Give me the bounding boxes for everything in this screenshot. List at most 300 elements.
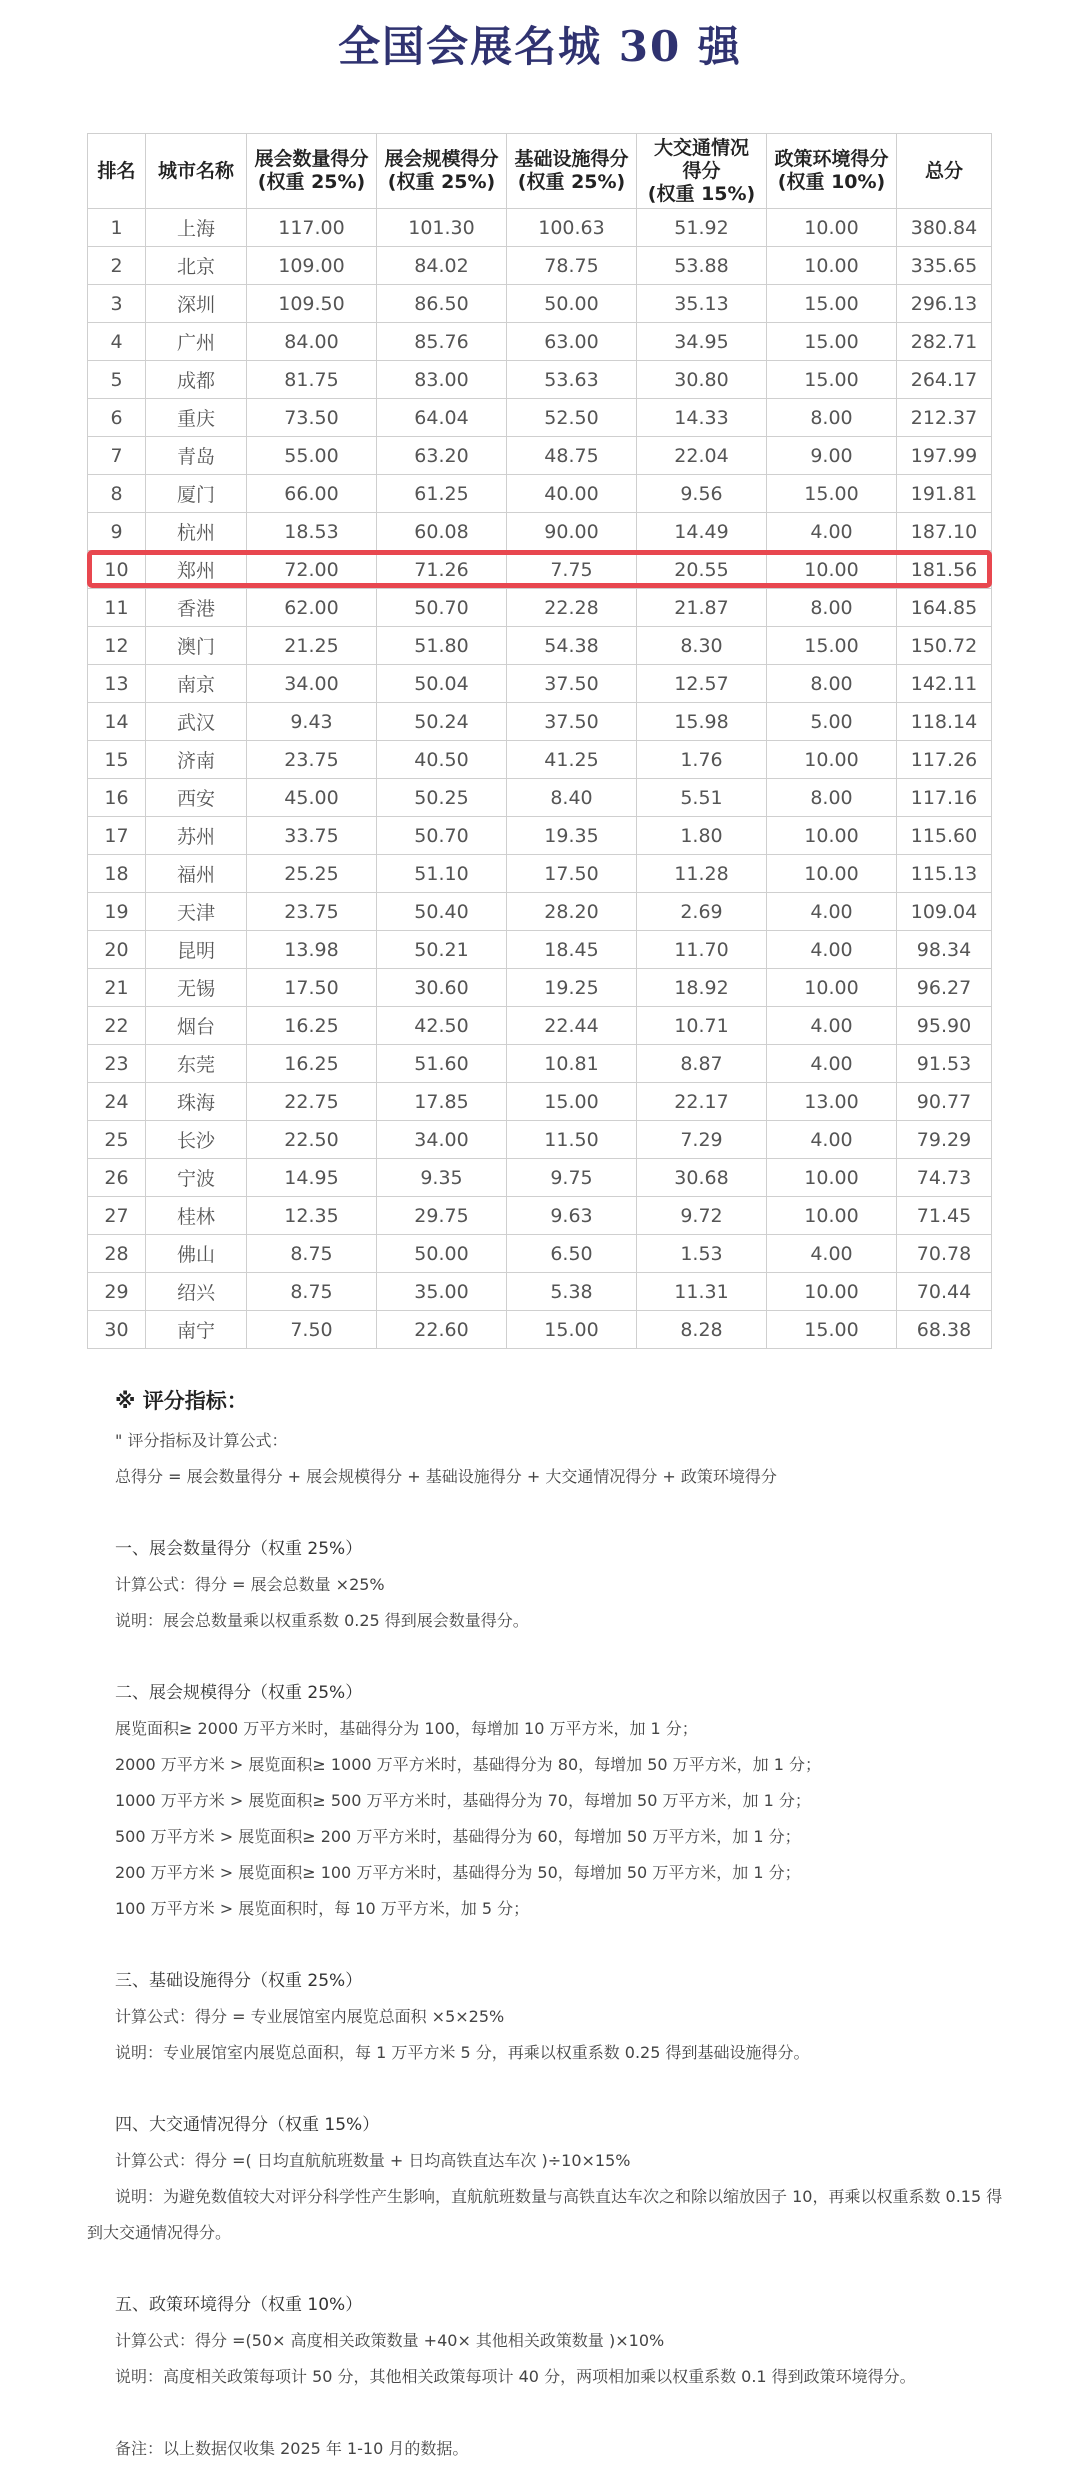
table-cell: 15.00 (767, 323, 897, 361)
table-cell: 宁波 (146, 1159, 247, 1197)
table-header-row (88, 134, 992, 209)
table-row (88, 703, 992, 741)
table-row (88, 247, 992, 285)
section-line: 1000 万平方米 > 展览面积≥ 500 万平方米时，基础得分为 70，每增加 50 万平方米，加 1 分； (115, 1791, 811, 1810)
table-cell: 53.63 (507, 361, 637, 399)
table-cell: 30 (88, 1311, 146, 1349)
table-cell: 50.21 (377, 931, 507, 969)
table-cell: 15.00 (507, 1083, 637, 1121)
table-cell: 16.25 (247, 1007, 377, 1045)
section-title: 五、政策环境得分（权重 10%） (115, 2295, 363, 2315)
table-cell: 13.00 (767, 1083, 897, 1121)
table-cell: 北京 (146, 247, 247, 285)
table-row (88, 1045, 992, 1083)
table-cell: 15.00 (767, 361, 897, 399)
table-cell: 42.50 (377, 1007, 507, 1045)
table-cell: 50.00 (507, 285, 637, 323)
section-line: 2000 万平方米 > 展览面积≥ 1000 万平方米时，基础得分为 80，每增加 50 万平方米，加 1 分； (115, 1755, 822, 1774)
table-cell: 6 (88, 399, 146, 437)
table-cell: 25.25 (247, 855, 377, 893)
table-cell: 29.75 (377, 1197, 507, 1235)
table-cell: 4.00 (767, 931, 897, 969)
table-cell: 10 (88, 551, 146, 589)
table-cell: 4 (88, 323, 146, 361)
table-cell: 91.53 (897, 1045, 992, 1083)
table-cell: 71.26 (377, 551, 507, 589)
remark: 备注：以上数据仅收集 2025 年 1-10 月的数据。 (115, 2439, 469, 2458)
table-cell: 9.43 (247, 703, 377, 741)
table-cell: 15 (88, 741, 146, 779)
table-cell: 17.85 (377, 1083, 507, 1121)
table-cell: 37.50 (507, 703, 637, 741)
table-row (88, 209, 992, 247)
table-cell: 101.30 (377, 209, 507, 247)
table-cell: 8.40 (507, 779, 637, 817)
table-cell: 济南 (146, 741, 247, 779)
table-cell: 6.50 (507, 1235, 637, 1273)
table-row (88, 665, 992, 703)
table-cell: 50.40 (377, 893, 507, 931)
table-cell: 22.04 (637, 437, 767, 475)
table-row (88, 931, 992, 969)
table-cell: 12 (88, 627, 146, 665)
table-cell: 15.98 (637, 703, 767, 741)
table-row (88, 627, 992, 665)
table-cell: 296.13 (897, 285, 992, 323)
table-cell: 78.75 (507, 247, 637, 285)
table-cell: 14.95 (247, 1159, 377, 1197)
table-cell: 15.00 (767, 285, 897, 323)
table-cell: 1 (88, 209, 146, 247)
table-cell: 28 (88, 1235, 146, 1273)
table-cell: 11 (88, 589, 146, 627)
table-cell: 30.68 (637, 1159, 767, 1197)
table-cell: 71.45 (897, 1197, 992, 1235)
table-cell: 2 (88, 247, 146, 285)
table-cell: 66.00 (247, 475, 377, 513)
table-cell: 34.95 (637, 323, 767, 361)
table-cell: 68.38 (897, 1311, 992, 1349)
table-cell: 9.35 (377, 1159, 507, 1197)
table-cell: 青岛 (146, 437, 247, 475)
table-cell: 50.70 (377, 589, 507, 627)
table-cell: 4.00 (767, 1045, 897, 1083)
table-cell: 11.50 (507, 1121, 637, 1159)
table-cell: 27 (88, 1197, 146, 1235)
table-row (88, 1007, 992, 1045)
notes-heading: ※ 评分指标： (115, 1389, 248, 1413)
ranking-table (87, 133, 992, 1349)
table-cell: 212.37 (897, 399, 992, 437)
table-cell: 60.08 (377, 513, 507, 551)
table-cell: 8.28 (637, 1311, 767, 1349)
table-row (88, 1121, 992, 1159)
table-cell: 86.50 (377, 285, 507, 323)
table-row (88, 1197, 992, 1235)
table-cell: 109.04 (897, 893, 992, 931)
section-line: 100 万平方米 > 展览面积时，每 10 万平方米，加 5 分； (115, 1899, 530, 1918)
table-row (88, 1311, 992, 1349)
table-cell: 50.70 (377, 817, 507, 855)
table-cell: 14.33 (637, 399, 767, 437)
table-cell: 21 (88, 969, 146, 1007)
table-row (88, 361, 992, 399)
table-cell: 61.25 (377, 475, 507, 513)
table-cell: 20.55 (637, 551, 767, 589)
table-cell: 150.72 (897, 627, 992, 665)
table-cell: 40.50 (377, 741, 507, 779)
table-cell: 广州 (146, 323, 247, 361)
table-cell: 12.57 (637, 665, 767, 703)
table-cell: 45.00 (247, 779, 377, 817)
table-cell: 8.30 (637, 627, 767, 665)
table-cell: 187.10 (897, 513, 992, 551)
table-cell: 14.49 (637, 513, 767, 551)
table-cell: 16 (88, 779, 146, 817)
table-cell: 17.50 (247, 969, 377, 1007)
table-cell: 9.00 (767, 437, 897, 475)
table-cell: 17.50 (507, 855, 637, 893)
table-cell: 50.04 (377, 665, 507, 703)
table-cell: 深圳 (146, 285, 247, 323)
table-cell: 10.00 (767, 1159, 897, 1197)
table-row (88, 855, 992, 893)
table-cell: 118.14 (897, 703, 992, 741)
table-cell: 22.60 (377, 1311, 507, 1349)
table-cell: 197.99 (897, 437, 992, 475)
section-title: 四、大交通情况得分（权重 15%） (115, 2115, 380, 2135)
column-header: 展会规模得分 (权重 25%) (377, 134, 507, 209)
table-row (88, 513, 992, 551)
section-line: 展览面积≥ 2000 万平方米时，基础得分为 100，每增加 10 万平方米，加 1 分； (115, 1719, 698, 1738)
table-cell: 4.00 (767, 1007, 897, 1045)
table-cell: 8.00 (767, 399, 897, 437)
table-row (88, 399, 992, 437)
column-header: 总分 (897, 134, 992, 209)
table-cell: 7.75 (507, 551, 637, 589)
table-cell: 南宁 (146, 1311, 247, 1349)
table-cell: 武汉 (146, 703, 247, 741)
table-cell: 上海 (146, 209, 247, 247)
table-cell: 烟台 (146, 1007, 247, 1045)
table-cell: 37.50 (507, 665, 637, 703)
table-cell: 51.92 (637, 209, 767, 247)
section-formula: 计算公式：得分 =(50× 高度相关政策数量 +40× 其他相关政策数量 )×10% (115, 2331, 665, 2350)
section-line: 500 万平方米 > 展览面积≥ 200 万平方米时，基础得分为 60，每增加 50 万平方米，加 1 分； (115, 1827, 801, 1846)
table-cell: 7.50 (247, 1311, 377, 1349)
table-cell: 264.17 (897, 361, 992, 399)
table-cell: 63.00 (507, 323, 637, 361)
table-cell: 52.50 (507, 399, 637, 437)
table-cell: 98.34 (897, 931, 992, 969)
table-cell: 90.77 (897, 1083, 992, 1121)
table-cell: 181.56 (897, 551, 992, 589)
table-row (88, 1159, 992, 1197)
table-cell: 1.76 (637, 741, 767, 779)
column-header: 政策环境得分 (权重 10%) (767, 134, 897, 209)
table-cell: 21.25 (247, 627, 377, 665)
table-cell: 澳门 (146, 627, 247, 665)
table-cell: 10.00 (767, 1273, 897, 1311)
table-cell: 22 (88, 1007, 146, 1045)
section-formula: 计算公式：得分 = 专业展馆室内展览总面积 ×5×25% (115, 2007, 505, 2026)
table-cell: 117.26 (897, 741, 992, 779)
total-formula: 总得分 = 展会数量得分 + 展会规模得分 + 基础设施得分 + 大交通情况得分 + 政策环境得分 (115, 1467, 777, 1486)
table-cell: 51.60 (377, 1045, 507, 1083)
table-cell: 29 (88, 1273, 146, 1311)
table-cell: 昆明 (146, 931, 247, 969)
section-desc: 说明：为避免数值较大对评分科学性产生影响，直航航班数量与高铁直达车次之和除以缩放因子 10，再乘以权重系数 0.15 得到大交通情况得分。 (87, 2187, 1003, 2242)
column-header: 城市名称 (146, 134, 247, 209)
section-desc: 说明：高度相关政策每项计 50 分，其他相关政策每项计 40 分，两项相加乘以权重系数 0.1 得到政策环境得分。 (115, 2367, 916, 2386)
table-cell: 8.75 (247, 1273, 377, 1311)
table-row (88, 323, 992, 361)
table-cell: 9.56 (637, 475, 767, 513)
table-cell: 16.25 (247, 1045, 377, 1083)
table-row (88, 437, 992, 475)
table-cell: 63.20 (377, 437, 507, 475)
table-cell: 8.75 (247, 1235, 377, 1273)
table-row (88, 741, 992, 779)
table-body (88, 209, 992, 1349)
table-cell: 4.00 (767, 513, 897, 551)
table-cell: 17 (88, 817, 146, 855)
table-cell: 85.76 (377, 323, 507, 361)
table-cell: 8.00 (767, 665, 897, 703)
table-cell: 18.53 (247, 513, 377, 551)
table-row (88, 1273, 992, 1311)
table-cell: 8.00 (767, 779, 897, 817)
table-cell: 苏州 (146, 817, 247, 855)
table-cell: 14 (88, 703, 146, 741)
column-header: 基础设施得分 (权重 25%) (507, 134, 637, 209)
table-cell: 22.50 (247, 1121, 377, 1159)
table-row (88, 779, 992, 817)
table-cell: 9.72 (637, 1197, 767, 1235)
table-cell: 7.29 (637, 1121, 767, 1159)
table-cell: 117.00 (247, 209, 377, 247)
table-cell: 70.78 (897, 1235, 992, 1273)
table-cell: 100.63 (507, 209, 637, 247)
table-cell: 18.92 (637, 969, 767, 1007)
table-cell: 191.81 (897, 475, 992, 513)
table-cell: 21.87 (637, 589, 767, 627)
table-cell: 84.00 (247, 323, 377, 361)
table-cell: 90.00 (507, 513, 637, 551)
table-cell: 164.85 (897, 589, 992, 627)
table-cell: 10.00 (767, 969, 897, 1007)
table-cell: 19 (88, 893, 146, 931)
section-line: 200 万平方米 > 展览面积≥ 100 万平方米时，基础得分为 50，每增加 50 万平方米，加 1 分； (115, 1863, 801, 1882)
table-cell: 51.10 (377, 855, 507, 893)
section-formula: 计算公式：得分 =( 日均直航航班数量 + 日均高铁直达车次 )÷10×15% (115, 2151, 631, 2170)
table-cell: 23.75 (247, 893, 377, 931)
section-formula: 计算公式：得分 = 展会总数量 ×25% (115, 1575, 385, 1594)
table-row (88, 1235, 992, 1273)
table-cell: 51.80 (377, 627, 507, 665)
table-cell: 62.00 (247, 589, 377, 627)
table-cell: 109.50 (247, 285, 377, 323)
table-cell: 10.00 (767, 817, 897, 855)
table-cell: 5.51 (637, 779, 767, 817)
table-cell: 5.00 (767, 703, 897, 741)
table-cell: 18.45 (507, 931, 637, 969)
table-cell: 西安 (146, 779, 247, 817)
table-cell: 天津 (146, 893, 247, 931)
table-cell: 15.00 (767, 475, 897, 513)
table-cell: 30.80 (637, 361, 767, 399)
table-cell: 41.25 (507, 741, 637, 779)
table-cell: 35.13 (637, 285, 767, 323)
column-header: 排名 (88, 134, 146, 209)
table-cell: 25 (88, 1121, 146, 1159)
table-cell: 2.69 (637, 893, 767, 931)
section-desc: 说明：专业展馆室内展览总面积，每 1 万平方米 5 分，再乘以权重系数 0.25 得到基础设施得分。 (115, 2043, 810, 2062)
table-cell: 35.00 (377, 1273, 507, 1311)
table-cell: 22.75 (247, 1083, 377, 1121)
table-cell: 香港 (146, 589, 247, 627)
table-cell: 28.20 (507, 893, 637, 931)
table-cell: 22.17 (637, 1083, 767, 1121)
column-header: 大交通情况 得分 (权重 15%) (637, 134, 767, 209)
table-cell: 9.75 (507, 1159, 637, 1197)
table-cell: 厦门 (146, 475, 247, 513)
table-cell: 12.35 (247, 1197, 377, 1235)
table-cell: 15.00 (767, 627, 897, 665)
table-cell: 东莞 (146, 1045, 247, 1083)
table-cell: 83.00 (377, 361, 507, 399)
table-row (88, 1083, 992, 1121)
table-cell: 34.00 (247, 665, 377, 703)
table-cell: 重庆 (146, 399, 247, 437)
table-cell: 10.00 (767, 209, 897, 247)
notes-intro: " 评分指标及计算公式： (115, 1431, 288, 1450)
table-cell: 1.53 (637, 1235, 767, 1273)
section-title: 三、基础设施得分（权重 25%） (115, 1971, 363, 1991)
table-cell: 74.73 (897, 1159, 992, 1197)
table-cell: 珠海 (146, 1083, 247, 1121)
table-row (88, 475, 992, 513)
table-cell: 19.25 (507, 969, 637, 1007)
table-cell: 长沙 (146, 1121, 247, 1159)
table-cell: 8.00 (767, 589, 897, 627)
table-cell: 79.29 (897, 1121, 992, 1159)
table-row (88, 285, 992, 323)
table-row (88, 589, 992, 627)
table-cell: 郑州 (146, 551, 247, 589)
section-title: 一、展会数量得分（权重 25%） (115, 1539, 363, 1559)
table-cell: 142.11 (897, 665, 992, 703)
table-cell: 64.04 (377, 399, 507, 437)
table-cell: 福州 (146, 855, 247, 893)
table-cell: 无锡 (146, 969, 247, 1007)
table-cell: 10.00 (767, 551, 897, 589)
table-cell: 50.00 (377, 1235, 507, 1273)
table-cell: 10.00 (767, 1197, 897, 1235)
table-cell: 50.25 (377, 779, 507, 817)
table-cell: 5.38 (507, 1273, 637, 1311)
table-cell: 11.28 (637, 855, 767, 893)
table-cell: 3 (88, 285, 146, 323)
table-cell: 19.35 (507, 817, 637, 855)
table-cell: 115.60 (897, 817, 992, 855)
table-cell: 109.00 (247, 247, 377, 285)
table-cell: 9.63 (507, 1197, 637, 1235)
table-cell: 4.00 (767, 1235, 897, 1273)
table-cell: 96.27 (897, 969, 992, 1007)
table-cell: 成都 (146, 361, 247, 399)
table-cell: 绍兴 (146, 1273, 247, 1311)
table-cell: 282.71 (897, 323, 992, 361)
table-cell: 117.16 (897, 779, 992, 817)
table-cell: 23.75 (247, 741, 377, 779)
table-cell: 8 (88, 475, 146, 513)
table-cell: 33.75 (247, 817, 377, 855)
table-cell: 115.13 (897, 855, 992, 893)
table-cell: 11.31 (637, 1273, 767, 1311)
table-cell: 10.00 (767, 741, 897, 779)
table-cell: 10.00 (767, 247, 897, 285)
table-row (88, 817, 992, 855)
table-cell: 9 (88, 513, 146, 551)
table-cell: 4.00 (767, 1121, 897, 1159)
table-cell: 24 (88, 1083, 146, 1121)
table-cell: 84.02 (377, 247, 507, 285)
table-cell: 48.75 (507, 437, 637, 475)
table-cell: 15.00 (507, 1311, 637, 1349)
table-cell: 1.80 (637, 817, 767, 855)
table-cell: 20 (88, 931, 146, 969)
table-cell: 18 (88, 855, 146, 893)
table-row (88, 893, 992, 931)
table-cell: 72.00 (247, 551, 377, 589)
table-cell: 23 (88, 1045, 146, 1083)
table-cell: 40.00 (507, 475, 637, 513)
table-cell: 11.70 (637, 931, 767, 969)
table-cell: 5 (88, 361, 146, 399)
section-title: 二、展会规模得分（权重 25%） (115, 1683, 363, 1703)
table-cell: 73.50 (247, 399, 377, 437)
section-desc: 说明：展会总数量乘以权重系数 0.25 得到展会数量得分。 (115, 1611, 529, 1630)
table-cell: 70.44 (897, 1273, 992, 1311)
table-cell: 95.90 (897, 1007, 992, 1045)
table-cell: 30.60 (377, 969, 507, 1007)
table-cell: 81.75 (247, 361, 377, 399)
table-cell: 22.28 (507, 589, 637, 627)
table-cell: 佛山 (146, 1235, 247, 1273)
table-cell: 22.44 (507, 1007, 637, 1045)
table-row (88, 969, 992, 1007)
column-header: 展会数量得分 (权重 25%) (247, 134, 377, 209)
table-cell: 53.88 (637, 247, 767, 285)
table-cell: 桂林 (146, 1197, 247, 1235)
table-cell: 10.00 (767, 855, 897, 893)
table-cell: 13 (88, 665, 146, 703)
page-title: 全国会展名城 30 强 (338, 22, 742, 71)
table-cell: 4.00 (767, 893, 897, 931)
table-cell: 10.81 (507, 1045, 637, 1083)
table-cell: 55.00 (247, 437, 377, 475)
table-cell: 8.87 (637, 1045, 767, 1083)
table-cell: 380.84 (897, 209, 992, 247)
table-cell: 34.00 (377, 1121, 507, 1159)
table-cell: 13.98 (247, 931, 377, 969)
table-cell: 10.71 (637, 1007, 767, 1045)
table-cell: 50.24 (377, 703, 507, 741)
table-cell: 15.00 (767, 1311, 897, 1349)
table-cell: 54.38 (507, 627, 637, 665)
table-cell: 杭州 (146, 513, 247, 551)
